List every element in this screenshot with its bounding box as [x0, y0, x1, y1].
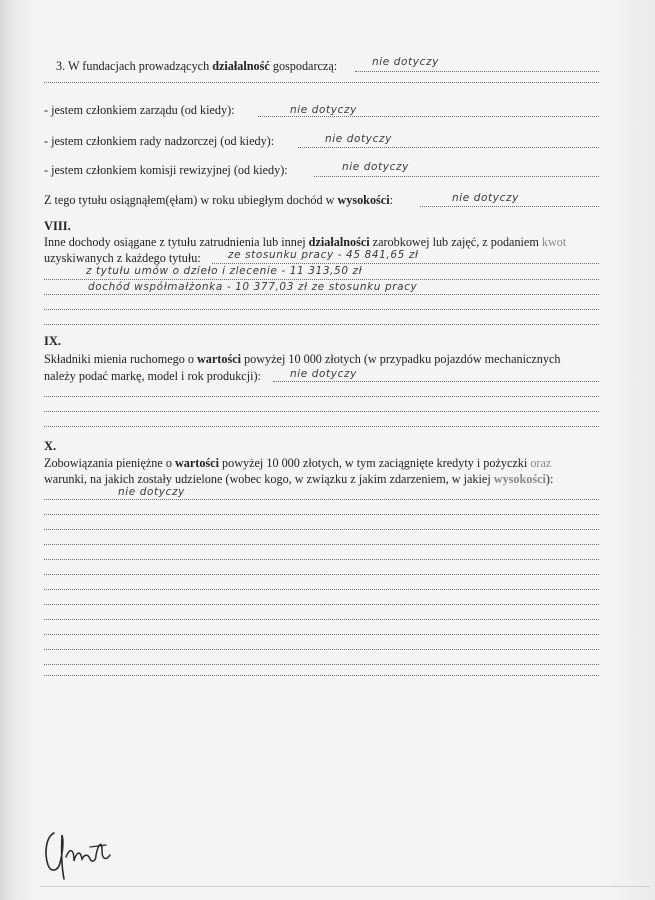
section-viii-heading: VIII.: [44, 219, 71, 233]
section-viii-fill-line: [212, 263, 599, 264]
section-viii-entry1: ze stosunku pracy - 45 841,65 zł: [228, 249, 419, 261]
komisja-fill-line: [314, 176, 599, 177]
handwritten-signature: [40, 825, 120, 880]
dotted-line: [44, 396, 599, 397]
dochod-value: nie dotyczy: [452, 192, 519, 204]
dotted-line: [44, 324, 599, 325]
section-x-line2: warunki, na jakich zostały udzielone (wobec kogo, w związku z jakim zdarzeniem, w jakiej wysokości):: [44, 472, 554, 486]
section-viii-line1: Inne dochody osiągane z tytułu zatrudnienia lub innej działalności zarobkowej lub zajęć, z podaniem kwot: [44, 235, 567, 249]
fundacje-label: 3. W fundacjach prowadzących działalność gospodarczą:: [56, 59, 338, 73]
dotted-line: [44, 411, 599, 412]
dochod-fill-line: [420, 206, 599, 207]
fundacje-value: nie dotyczy: [372, 56, 439, 68]
dotted-line: [44, 559, 599, 560]
dochod-label: Z tego tytułu osiągnąłem(ęłam) w roku ubiegłym dochód w wysokości:: [44, 193, 393, 207]
fundacje-fill-line: [355, 71, 599, 72]
dotted-line: [44, 604, 599, 605]
dotted-line: [44, 529, 599, 530]
section-x-line1: Zobowiązania pieniężne o wartości powyżej 10 000 złotych, w tym zaciągnięte kredyty i pożyczki oraz: [44, 456, 552, 470]
dotted-line: [44, 82, 599, 83]
komisja-label: - jestem członkiem komisji rewizyjnej (od kiedy):: [44, 163, 288, 177]
rada-nadzorcza-fill-line: [298, 147, 599, 148]
zarzad-label: - jestem członkiem zarządu (od kiedy):: [44, 103, 235, 117]
section-x-fill-line: [44, 499, 599, 500]
rada-nadzorcza-label: - jestem członkiem rady nadzorczej (od kiedy):: [44, 134, 275, 148]
section-ix-value: nie dotyczy: [290, 368, 357, 380]
page-bottom-rule: [40, 886, 650, 887]
dotted-line: [44, 426, 599, 427]
section-viii-entry3: dochód współmałżonka - 10 377,03 zł ze stosunku pracy: [88, 281, 418, 293]
dotted-line: [44, 514, 599, 515]
section-ix-heading: IX.: [44, 334, 62, 348]
dotted-line: [44, 619, 599, 620]
section-ix-fill-line: [273, 381, 599, 382]
komisja-value: nie dotyczy: [342, 161, 409, 173]
dotted-line: [44, 544, 599, 545]
dotted-line: [44, 309, 599, 310]
section-x-heading: X.: [44, 439, 57, 453]
zarzad-value: nie dotyczy: [290, 104, 357, 116]
section-viii-entry2: z tytułu umów o dzieło i zlecenie - 11 313,50 zł: [86, 265, 363, 277]
section-ix-line1: Składniki mienia ruchomego o wartości powyżej 10 000 złotych (w przypadku pojazdów mechanicznych: [44, 352, 561, 366]
dotted-line: [44, 634, 599, 635]
dotted-line: [44, 279, 599, 280]
dotted-line: [44, 649, 599, 650]
section-ix-line2-label: należy podać markę, model i rok produkcji):: [44, 369, 261, 383]
section-viii-line2-label: uzyskiwanych z każdego tytułu:: [44, 251, 201, 265]
dotted-line: [44, 574, 599, 575]
rada-nadzorcza-value: nie dotyczy: [325, 133, 392, 145]
dotted-line: [44, 664, 599, 665]
dotted-line: [44, 294, 599, 295]
section-x-value: nie dotyczy: [118, 486, 185, 498]
dotted-line: [44, 589, 599, 590]
dotted-line: [44, 675, 599, 676]
